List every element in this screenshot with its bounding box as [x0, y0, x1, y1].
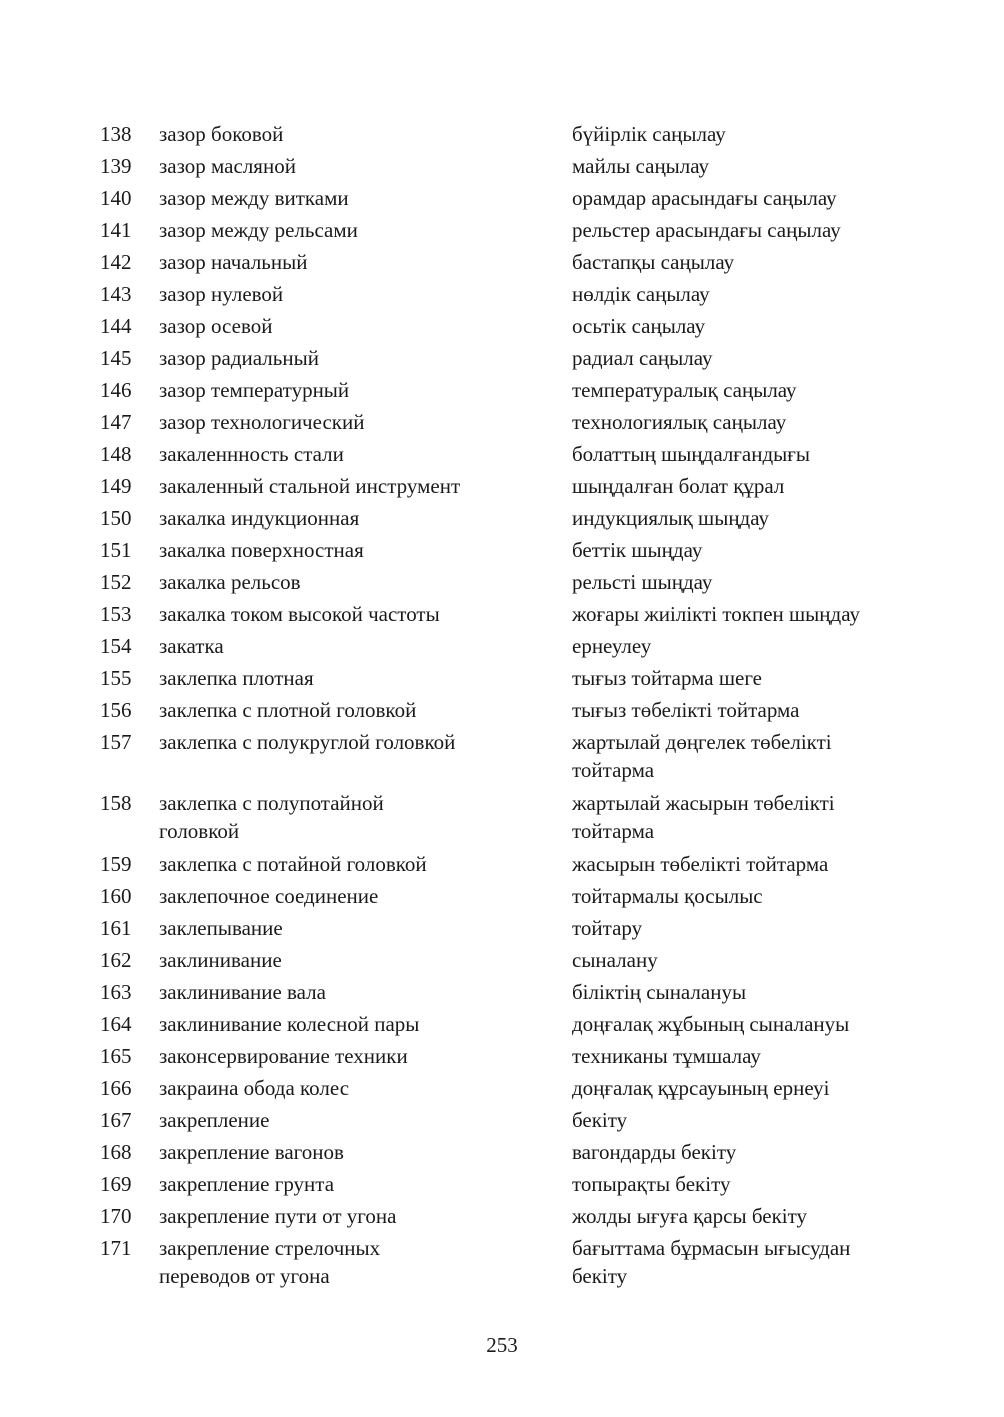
kazakh-term: жартылай дөңгелек төбелікті тойтарма — [572, 730, 832, 782]
russian-term: зазор боковой — [159, 122, 284, 146]
kazakh-term: доңғалақ құрсауының ернеуі — [572, 1076, 830, 1100]
entry-number: 147 — [100, 410, 132, 434]
russian-term: заклинивание колесной пары — [159, 1012, 420, 1036]
glossary-row — [100, 1200, 900, 1232]
russian-term: закраина обода колес — [159, 1076, 350, 1100]
russian-term: зазор между рельсами — [159, 218, 358, 242]
entry-number: 164 — [100, 1012, 132, 1036]
entry-number: 138 — [100, 122, 132, 146]
kazakh-term: нөлдік саңылау — [572, 282, 710, 306]
entry-number: 171 — [100, 1236, 132, 1260]
glossary-row — [100, 150, 900, 182]
russian-term: зазор температурный — [159, 378, 350, 402]
russian-term: заклепка с плотной головкой — [159, 698, 417, 722]
russian-term: закрепление пути от угона — [159, 1204, 397, 1228]
russian-term: зазор радиальный — [159, 346, 319, 370]
page-number: 253 — [486, 1333, 518, 1357]
russian-term: закрепление — [159, 1108, 270, 1132]
russian-term: зазор технологический — [159, 410, 365, 434]
kazakh-term: бағыттама бұрмасын ығысудан бекіту — [572, 1236, 851, 1288]
entry-number: 157 — [100, 730, 132, 754]
entry-number: 144 — [100, 314, 132, 338]
kazakh-term: бүйірлік саңылау — [572, 122, 726, 146]
kazakh-term: осьтік саңылау — [572, 314, 706, 338]
kazakh-term: майлы саңылау — [572, 154, 710, 178]
glossary-row — [100, 944, 900, 976]
entry-number: 154 — [100, 634, 132, 658]
entry-number: 169 — [100, 1172, 132, 1196]
glossary-row — [100, 342, 900, 374]
kazakh-term: ернеулеу — [572, 634, 652, 658]
glossary-row — [100, 1168, 900, 1200]
kazakh-term: тойтару — [572, 916, 643, 940]
entry-number: 158 — [100, 791, 132, 815]
entry-number: 145 — [100, 346, 132, 370]
glossary-row — [100, 694, 900, 726]
russian-term: закрепление грунта — [159, 1172, 335, 1196]
entry-number: 150 — [100, 506, 132, 530]
glossary-row — [100, 912, 900, 944]
russian-term: закатка — [159, 634, 224, 658]
russian-term: закаленнность стали — [159, 442, 344, 466]
glossary-row — [100, 566, 900, 598]
russian-term: зазор осевой — [159, 314, 273, 338]
glossary-row — [100, 880, 900, 912]
glossary-row — [100, 278, 900, 310]
entry-number: 165 — [100, 1044, 132, 1068]
entry-number: 141 — [100, 218, 132, 242]
kazakh-term: беттік шыңдау — [572, 538, 703, 562]
russian-term: законсервирование техники — [159, 1044, 408, 1068]
glossary-row — [100, 787, 900, 848]
russian-term: закрепление вагонов — [159, 1140, 344, 1164]
glossary-row — [100, 630, 900, 662]
entry-number: 162 — [100, 948, 132, 972]
russian-term: закрепление стрелочных переводов от угона — [159, 1236, 381, 1288]
russian-term: зазор масляной — [159, 154, 296, 178]
kazakh-term: жасырын төбелікті тойтарма — [572, 852, 829, 876]
kazakh-term: рельстер арасындағы саңылау — [572, 218, 841, 242]
glossary-row — [100, 246, 900, 278]
kazakh-term: доңғалақ жұбының сыналануы — [572, 1012, 850, 1036]
russian-term: заклепка с потайной головкой — [159, 852, 427, 876]
glossary-row — [100, 310, 900, 342]
entry-number: 156 — [100, 698, 132, 722]
kazakh-term: температуралық саңылау — [572, 378, 797, 402]
glossary-row — [100, 502, 900, 534]
russian-term: заклинивание вала — [159, 980, 326, 1004]
russian-term: заклепочное соединение — [159, 884, 379, 908]
kazakh-term: болаттың шыңдалғандығы — [572, 442, 810, 466]
russian-term: заклепывание — [159, 916, 283, 940]
glossary-row — [100, 1072, 900, 1104]
entry-number: 166 — [100, 1076, 132, 1100]
russian-term: зазор между витками — [159, 186, 349, 210]
glossary-row — [100, 214, 900, 246]
glossary-row — [100, 118, 900, 150]
kazakh-term: бекіту — [572, 1108, 628, 1132]
glossary-row — [100, 726, 900, 787]
kazakh-term: радиал саңылау — [572, 346, 713, 370]
entry-number: 140 — [100, 186, 132, 210]
entry-number: 149 — [100, 474, 132, 498]
glossary-list — [100, 118, 900, 1293]
russian-term: заклинивание — [159, 948, 282, 972]
entry-number: 161 — [100, 916, 132, 940]
kazakh-term: тойтармалы қосылыс — [572, 884, 763, 908]
glossary-row — [100, 848, 900, 880]
entry-number: 148 — [100, 442, 132, 466]
russian-term: закалка поверхностная — [159, 538, 364, 562]
entry-number: 170 — [100, 1204, 132, 1228]
glossary-row — [100, 976, 900, 1008]
glossary-row — [100, 406, 900, 438]
russian-term: закалка током высокой частоты — [159, 602, 440, 626]
russian-term: зазор нулевой — [159, 282, 284, 306]
entry-number: 143 — [100, 282, 132, 306]
kazakh-term: шыңдалған болат құрал — [572, 474, 785, 498]
kazakh-term: тығыз тойтарма шеге — [572, 666, 762, 690]
glossary-row — [100, 1232, 900, 1293]
glossary-row — [100, 598, 900, 630]
russian-term: заклепка с полукруглой головкой — [159, 730, 456, 754]
glossary-row — [100, 1104, 900, 1136]
entry-number: 153 — [100, 602, 132, 626]
entry-number: 163 — [100, 980, 132, 1004]
russian-term: заклепка с полупотайной головкой — [159, 791, 384, 843]
kazakh-term: техниканы тұмшалау — [572, 1044, 761, 1068]
russian-term: зазор начальный — [159, 250, 308, 274]
kazakh-term: сыналану — [572, 948, 658, 972]
kazakh-term: бастапқы саңылау — [572, 250, 735, 274]
glossary-row — [100, 182, 900, 214]
russian-term: заклепка плотная — [159, 666, 314, 690]
entry-number: 168 — [100, 1140, 132, 1164]
entry-number: 139 — [100, 154, 132, 178]
kazakh-term: біліктің сыналануы — [572, 980, 747, 1004]
glossary-row — [100, 374, 900, 406]
glossary-row — [100, 534, 900, 566]
kazakh-term: жолды ығуға қарсы бекіту — [572, 1204, 808, 1228]
kazakh-term: жартылай жасырын төбелікті тойтарма — [572, 791, 835, 843]
kazakh-term: индукциялық шыңдау — [572, 506, 769, 530]
entry-number: 151 — [100, 538, 132, 562]
entry-number: 159 — [100, 852, 132, 876]
russian-term: закалка индукционная — [159, 506, 360, 530]
glossary-row — [100, 438, 900, 470]
entry-number: 142 — [100, 250, 132, 274]
entry-number: 146 — [100, 378, 132, 402]
entry-number: 160 — [100, 884, 132, 908]
kazakh-term: тығыз төбелікті тойтарма — [572, 698, 800, 722]
kazakh-term: вагондарды бекіту — [572, 1140, 737, 1164]
kazakh-term: технологиялық саңылау — [572, 410, 787, 434]
entry-number: 152 — [100, 570, 132, 594]
kazakh-term: жоғары жиілікті токпен шыңдау — [572, 602, 860, 626]
kazakh-term: топырақты бекіту — [572, 1172, 731, 1196]
kazakh-term: орамдар арасындағы саңылау — [572, 186, 837, 210]
russian-term: закаленный стальной инструмент — [159, 474, 461, 498]
entry-number: 167 — [100, 1108, 132, 1132]
glossary-row — [100, 1136, 900, 1168]
glossary-row — [100, 1008, 900, 1040]
entry-number: 155 — [100, 666, 132, 690]
kazakh-term: рельсті шыңдау — [572, 570, 713, 594]
glossary-row — [100, 470, 900, 502]
glossary-row — [100, 662, 900, 694]
glossary-row — [100, 1040, 900, 1072]
russian-term: закалка рельсов — [159, 570, 301, 594]
